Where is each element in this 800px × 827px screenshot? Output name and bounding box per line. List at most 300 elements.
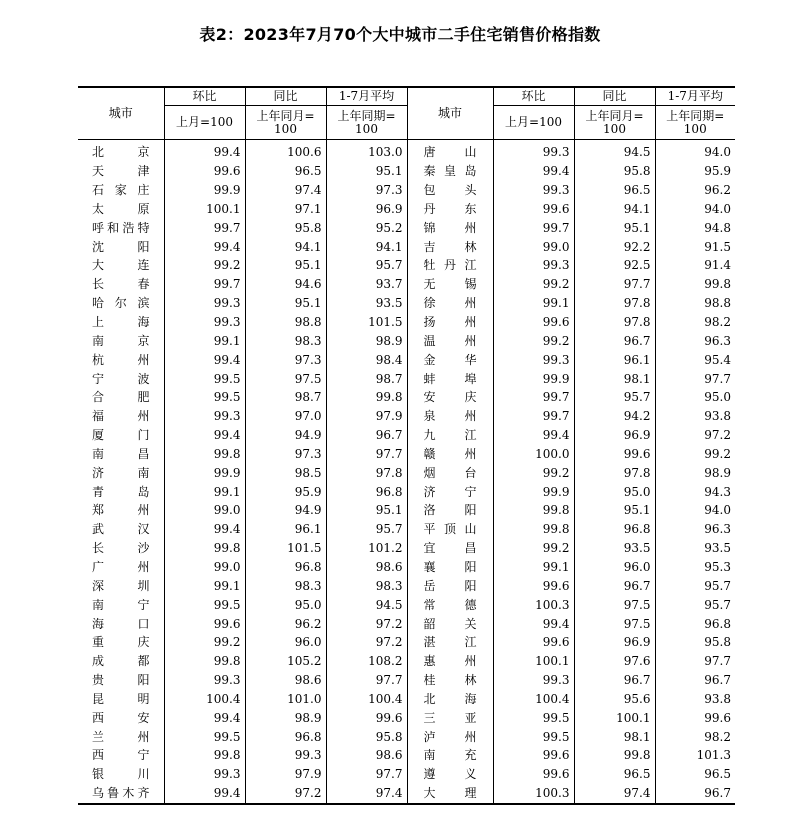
right-avg-cell: 95.0 xyxy=(655,388,735,407)
price-index-table xyxy=(78,86,735,805)
right-avg-cell: 93.8 xyxy=(655,689,735,708)
right-city-cell: 蚌埠 xyxy=(407,369,493,388)
left-yoy-cell: 95.8 xyxy=(245,218,326,237)
left-avg-cell: 95.2 xyxy=(326,218,407,237)
right-mom-cell: 99.2 xyxy=(493,331,574,350)
table-row xyxy=(78,388,735,407)
table-row xyxy=(78,558,735,577)
right-city-cell: 九江 xyxy=(407,426,493,445)
right-yoy-cell: 96.8 xyxy=(574,520,655,539)
left-avg-cell: 99.6 xyxy=(326,708,407,727)
right-mom-cell: 99.8 xyxy=(493,520,574,539)
right-yoy-cell: 96.7 xyxy=(574,576,655,595)
right-mom-cell: 99.4 xyxy=(493,614,574,633)
table-row xyxy=(78,746,735,765)
left-avg-cell: 96.9 xyxy=(326,200,407,219)
left-yoy-cell: 105.2 xyxy=(245,652,326,671)
left-city-cell: 南昌 xyxy=(92,446,150,461)
right-mom-cell: 99.4 xyxy=(493,426,574,445)
right-city-cell: 惠州 xyxy=(407,652,493,671)
right-yoy-cell: 95.6 xyxy=(574,689,655,708)
right-mom-cell: 99.6 xyxy=(493,576,574,595)
right-avg-cell: 93.8 xyxy=(655,407,735,426)
right-city-cell: 赣州 xyxy=(407,445,493,464)
right-mom-cell: 99.2 xyxy=(493,275,574,294)
left-avg-cell: 95.1 xyxy=(326,162,407,181)
right-mom-cell: 100.0 xyxy=(493,445,574,464)
right-avg-cell: 98.2 xyxy=(655,727,735,746)
left-yoy-cell: 96.0 xyxy=(245,633,326,652)
table-row xyxy=(78,671,735,690)
right-avg-cell: 97.7 xyxy=(655,652,735,671)
right-yoy-cell: 97.7 xyxy=(574,275,655,294)
left-city-cell: 宁波 xyxy=(92,371,150,386)
right-mom-cell: 99.8 xyxy=(493,501,574,520)
left-city-cell: 合肥 xyxy=(92,390,150,405)
left-city-cell: 西宁 xyxy=(92,748,150,763)
table-row xyxy=(78,765,735,784)
left-city-cell: 乌鲁木齐 xyxy=(78,784,164,804)
left-avg-cell: 97.3 xyxy=(326,181,407,200)
right-city-cell: 秦皇岛 xyxy=(407,162,493,181)
left-avg-cell: 97.9 xyxy=(326,407,407,426)
right-avg-cell: 96.5 xyxy=(655,765,735,784)
right-city-cell: 平顶山 xyxy=(407,520,493,539)
page-title: 表2：2023年7月70个大中城市二手住宅销售价格指数 xyxy=(199,25,601,44)
right-yoy-cell: 94.2 xyxy=(574,407,655,426)
yoy-header-left: 同比 xyxy=(245,87,326,106)
left-avg-cell: 97.7 xyxy=(326,671,407,690)
left-city-cell: 杭州 xyxy=(92,352,150,367)
right-city-cell: 宜昌 xyxy=(407,539,493,558)
table-row xyxy=(78,237,735,256)
left-avg-cell: 96.8 xyxy=(326,482,407,501)
avg-header-left: 1-7月平均 xyxy=(326,87,407,106)
right-yoy-cell: 97.8 xyxy=(574,463,655,482)
left-avg-cell: 95.1 xyxy=(326,501,407,520)
left-mom-cell: 99.4 xyxy=(164,708,245,727)
left-mom-cell: 99.5 xyxy=(164,727,245,746)
left-mom-cell: 99.1 xyxy=(164,482,245,501)
left-yoy-cell: 97.0 xyxy=(245,407,326,426)
left-city-cell: 广州 xyxy=(92,559,150,574)
right-city-cell: 徐州 xyxy=(407,294,493,313)
left-city-cell: 上海 xyxy=(92,315,150,330)
left-avg-cell: 95.7 xyxy=(326,256,407,275)
right-yoy-cell: 93.5 xyxy=(574,539,655,558)
right-avg-cell: 95.7 xyxy=(655,576,735,595)
avg-base-right xyxy=(655,106,735,140)
left-mom-cell: 99.9 xyxy=(164,181,245,200)
left-avg-cell: 97.8 xyxy=(326,463,407,482)
right-yoy-cell: 95.0 xyxy=(574,482,655,501)
left-yoy-cell: 96.1 xyxy=(245,520,326,539)
table-row xyxy=(78,708,735,727)
left-mom-cell: 99.1 xyxy=(164,331,245,350)
table-row xyxy=(78,784,735,804)
mom-base-left: 上月=100 xyxy=(164,106,245,140)
left-city-cell: 青岛 xyxy=(92,484,150,499)
left-avg-cell: 94.5 xyxy=(326,595,407,614)
table-row xyxy=(78,633,735,652)
right-yoy-cell: 95.8 xyxy=(574,162,655,181)
right-avg-cell: 96.8 xyxy=(655,614,735,633)
left-yoy-cell: 95.1 xyxy=(245,294,326,313)
table-row xyxy=(78,275,735,294)
right-avg-cell: 91.5 xyxy=(655,237,735,256)
right-city-cell: 金华 xyxy=(407,350,493,369)
right-avg-cell: 96.7 xyxy=(655,671,735,690)
right-avg-cell: 99.6 xyxy=(655,708,735,727)
left-yoy-cell: 97.3 xyxy=(245,445,326,464)
header-row-2 xyxy=(78,106,735,140)
left-avg-cell: 96.7 xyxy=(326,426,407,445)
left-yoy-cell: 95.1 xyxy=(245,256,326,275)
left-mom-cell: 99.7 xyxy=(164,275,245,294)
left-avg-cell: 97.2 xyxy=(326,633,407,652)
left-mom-cell: 99.4 xyxy=(164,237,245,256)
right-city-cell: 锦州 xyxy=(407,218,493,237)
left-avg-cell: 93.7 xyxy=(326,275,407,294)
right-yoy-cell: 96.0 xyxy=(574,558,655,577)
right-mom-cell: 99.9 xyxy=(493,482,574,501)
right-mom-cell: 99.5 xyxy=(493,727,574,746)
mom-header-left: 环比 xyxy=(164,87,245,106)
right-city-cell: 温州 xyxy=(407,331,493,350)
right-city-cell: 三亚 xyxy=(407,708,493,727)
right-mom-cell: 99.5 xyxy=(493,708,574,727)
left-city-cell: 银川 xyxy=(92,767,150,782)
table-row xyxy=(78,407,735,426)
right-avg-cell: 98.8 xyxy=(655,294,735,313)
right-city-cell: 常德 xyxy=(407,595,493,614)
right-yoy-cell: 99.8 xyxy=(574,746,655,765)
right-yoy-cell: 98.1 xyxy=(574,727,655,746)
left-avg-cell: 95.7 xyxy=(326,520,407,539)
left-city-cell: 长沙 xyxy=(92,541,150,556)
left-mom-cell: 99.1 xyxy=(164,576,245,595)
right-yoy-cell: 94.1 xyxy=(574,200,655,219)
right-avg-cell: 91.4 xyxy=(655,256,735,275)
left-yoy-cell: 98.3 xyxy=(245,331,326,350)
yoy-base-right xyxy=(574,106,655,140)
right-avg-cell: 99.2 xyxy=(655,445,735,464)
left-city-cell: 福州 xyxy=(92,409,150,424)
city-header-right: 城市 xyxy=(407,87,493,140)
avg-base-left xyxy=(326,106,407,140)
right-mom-cell: 99.7 xyxy=(493,388,574,407)
right-city-cell: 韶关 xyxy=(407,614,493,633)
left-city-cell: 济南 xyxy=(92,465,150,480)
right-mom-cell: 99.6 xyxy=(493,746,574,765)
right-yoy-cell: 95.7 xyxy=(574,388,655,407)
left-city-cell: 海口 xyxy=(92,616,150,631)
right-city-cell: 洛阳 xyxy=(407,501,493,520)
right-avg-cell: 97.2 xyxy=(655,426,735,445)
left-avg-cell: 98.6 xyxy=(326,558,407,577)
table-row xyxy=(78,520,735,539)
left-mom-cell: 100.1 xyxy=(164,200,245,219)
right-mom-cell: 99.1 xyxy=(493,294,574,313)
left-yoy-cell: 101.5 xyxy=(245,539,326,558)
right-city-cell: 泸州 xyxy=(407,727,493,746)
left-city-cell: 兰州 xyxy=(92,729,150,744)
left-yoy-cell: 94.9 xyxy=(245,426,326,445)
table-row xyxy=(78,576,735,595)
left-mom-cell: 99.3 xyxy=(164,671,245,690)
left-city-cell: 北京 xyxy=(92,145,150,160)
right-mom-cell: 99.7 xyxy=(493,407,574,426)
table-row xyxy=(78,614,735,633)
left-city-cell: 深圳 xyxy=(92,578,150,593)
right-city-cell: 大理 xyxy=(407,784,493,804)
table-row xyxy=(78,256,735,275)
city-header-left: 城市 xyxy=(78,87,164,140)
left-mom-cell: 99.8 xyxy=(164,539,245,558)
right-city-cell: 遵义 xyxy=(407,765,493,784)
right-avg-cell: 94.8 xyxy=(655,218,735,237)
table-row xyxy=(78,595,735,614)
avg-header-right: 1-7月平均 xyxy=(655,87,735,106)
right-avg-cell: 95.4 xyxy=(655,350,735,369)
left-mom-cell: 99.9 xyxy=(164,463,245,482)
header-row-1 xyxy=(78,87,735,106)
table-row xyxy=(78,294,735,313)
left-avg-cell: 103.0 xyxy=(326,140,407,162)
table-row xyxy=(78,218,735,237)
right-yoy-cell: 97.4 xyxy=(574,784,655,804)
left-avg-cell: 108.2 xyxy=(326,652,407,671)
left-avg-cell: 95.8 xyxy=(326,727,407,746)
left-mom-cell: 100.4 xyxy=(164,689,245,708)
right-avg-cell: 96.2 xyxy=(655,181,735,200)
right-avg-cell: 95.3 xyxy=(655,558,735,577)
table-row xyxy=(78,652,735,671)
left-mom-cell: 99.4 xyxy=(164,426,245,445)
table-row xyxy=(78,727,735,746)
right-city-cell: 北海 xyxy=(407,689,493,708)
right-avg-cell: 101.3 xyxy=(655,746,735,765)
left-city-cell: 厦门 xyxy=(92,428,150,443)
right-yoy-cell: 97.8 xyxy=(574,294,655,313)
table-row xyxy=(78,181,735,200)
right-avg-cell: 94.3 xyxy=(655,482,735,501)
left-yoy-cell: 99.3 xyxy=(245,746,326,765)
left-avg-cell: 101.2 xyxy=(326,539,407,558)
left-city-cell: 武汉 xyxy=(92,522,150,537)
left-city-cell: 郑州 xyxy=(92,503,150,518)
right-mom-cell: 99.7 xyxy=(493,218,574,237)
left-mom-cell: 99.5 xyxy=(164,595,245,614)
right-yoy-cell: 97.5 xyxy=(574,595,655,614)
right-yoy-cell: 100.1 xyxy=(574,708,655,727)
left-mom-cell: 99.2 xyxy=(164,256,245,275)
left-city-cell: 沈阳 xyxy=(92,239,150,254)
right-mom-cell: 99.6 xyxy=(493,765,574,784)
left-city-cell: 天津 xyxy=(92,164,150,179)
left-avg-cell: 100.4 xyxy=(326,689,407,708)
left-yoy-cell: 96.8 xyxy=(245,558,326,577)
left-mom-cell: 99.5 xyxy=(164,369,245,388)
table-row xyxy=(78,501,735,520)
avg-base-right-text: 上年同期=100 xyxy=(666,108,725,136)
left-yoy-cell: 94.9 xyxy=(245,501,326,520)
left-mom-cell: 99.4 xyxy=(164,350,245,369)
right-avg-cell: 94.0 xyxy=(655,140,735,162)
left-city-cell: 呼和浩特 xyxy=(92,220,150,235)
left-avg-cell: 97.4 xyxy=(326,784,407,804)
left-mom-cell: 99.7 xyxy=(164,218,245,237)
right-yoy-cell: 96.7 xyxy=(574,671,655,690)
right-avg-cell: 96.7 xyxy=(655,784,735,804)
right-city-cell: 烟台 xyxy=(407,463,493,482)
left-mom-cell: 99.6 xyxy=(164,614,245,633)
left-city-cell: 重庆 xyxy=(92,635,150,650)
right-city-cell: 安庆 xyxy=(407,388,493,407)
table-row xyxy=(78,331,735,350)
left-yoy-cell: 96.5 xyxy=(245,162,326,181)
left-avg-cell: 98.7 xyxy=(326,369,407,388)
left-city-cell: 成都 xyxy=(92,654,150,669)
right-avg-cell: 96.3 xyxy=(655,520,735,539)
right-mom-cell: 99.3 xyxy=(493,350,574,369)
left-mom-cell: 99.8 xyxy=(164,652,245,671)
right-city-cell: 南充 xyxy=(407,746,493,765)
right-mom-cell: 99.6 xyxy=(493,313,574,332)
right-yoy-cell: 96.5 xyxy=(574,765,655,784)
left-city-cell: 贵阳 xyxy=(92,673,150,688)
right-yoy-cell: 96.7 xyxy=(574,331,655,350)
left-avg-cell: 98.9 xyxy=(326,331,407,350)
right-yoy-cell: 94.5 xyxy=(574,140,655,162)
left-mom-cell: 99.2 xyxy=(164,633,245,652)
right-mom-cell: 100.4 xyxy=(493,689,574,708)
right-mom-cell: 99.6 xyxy=(493,200,574,219)
right-mom-cell: 99.1 xyxy=(493,558,574,577)
right-yoy-cell: 96.5 xyxy=(574,181,655,200)
left-yoy-cell: 96.2 xyxy=(245,614,326,633)
left-city-cell: 南京 xyxy=(92,333,150,348)
table-row xyxy=(78,689,735,708)
left-mom-cell: 99.8 xyxy=(164,746,245,765)
right-mom-cell: 99.2 xyxy=(493,463,574,482)
left-avg-cell: 97.7 xyxy=(326,765,407,784)
right-city-cell: 扬州 xyxy=(407,313,493,332)
left-yoy-cell: 97.4 xyxy=(245,181,326,200)
left-mom-cell: 99.3 xyxy=(164,294,245,313)
left-yoy-cell: 100.6 xyxy=(245,140,326,162)
left-mom-cell: 99.4 xyxy=(164,140,245,162)
right-city-cell: 包头 xyxy=(407,181,493,200)
yoy-base-left xyxy=(245,106,326,140)
avg-base-left-text: 上年同期=100 xyxy=(337,108,396,136)
left-mom-cell: 99.4 xyxy=(164,784,245,804)
right-yoy-cell: 97.5 xyxy=(574,614,655,633)
left-city-cell: 大连 xyxy=(92,258,150,273)
right-mom-cell: 99.3 xyxy=(493,140,574,162)
left-avg-cell: 93.5 xyxy=(326,294,407,313)
left-mom-cell: 99.3 xyxy=(164,765,245,784)
table-row xyxy=(78,539,735,558)
right-yoy-cell: 96.9 xyxy=(574,426,655,445)
table-row xyxy=(78,162,735,181)
left-yoy-cell: 97.1 xyxy=(245,200,326,219)
yoy-base-right-text: 上年同月=100 xyxy=(585,108,644,136)
right-avg-cell: 98.2 xyxy=(655,313,735,332)
right-avg-cell: 95.8 xyxy=(655,633,735,652)
right-mom-cell: 99.3 xyxy=(493,256,574,275)
mom-base-right: 上月=100 xyxy=(493,106,574,140)
right-city-cell: 济宁 xyxy=(407,482,493,501)
right-mom-cell: 99.2 xyxy=(493,539,574,558)
left-city-cell: 石家庄 xyxy=(92,183,150,198)
right-avg-cell: 98.9 xyxy=(655,463,735,482)
right-city-cell: 桂林 xyxy=(407,671,493,690)
right-mom-cell: 99.4 xyxy=(493,162,574,181)
left-city-cell: 南宁 xyxy=(92,597,150,612)
table-row xyxy=(78,463,735,482)
right-avg-cell: 94.0 xyxy=(655,200,735,219)
right-mom-cell: 99.0 xyxy=(493,237,574,256)
left-city-cell: 昆明 xyxy=(92,691,150,706)
right-yoy-cell: 95.1 xyxy=(574,218,655,237)
left-mom-cell: 99.8 xyxy=(164,445,245,464)
left-city-cell: 太原 xyxy=(92,201,150,216)
right-yoy-cell: 96.9 xyxy=(574,633,655,652)
right-yoy-cell: 96.1 xyxy=(574,350,655,369)
yoy-header-right: 同比 xyxy=(574,87,655,106)
left-yoy-cell: 98.3 xyxy=(245,576,326,595)
right-yoy-cell: 92.2 xyxy=(574,237,655,256)
right-yoy-cell: 97.8 xyxy=(574,313,655,332)
yoy-base-left-text: 上年同月=100 xyxy=(256,108,315,136)
right-city-cell: 岳阳 xyxy=(407,576,493,595)
right-avg-cell: 95.9 xyxy=(655,162,735,181)
left-avg-cell: 99.8 xyxy=(326,388,407,407)
left-city-cell: 长春 xyxy=(92,277,150,292)
right-city-cell: 无锡 xyxy=(407,275,493,294)
right-mom-cell: 100.3 xyxy=(493,595,574,614)
left-mom-cell: 99.6 xyxy=(164,162,245,181)
right-yoy-cell: 92.5 xyxy=(574,256,655,275)
left-yoy-cell: 94.1 xyxy=(245,237,326,256)
left-yoy-cell: 95.0 xyxy=(245,595,326,614)
table-row xyxy=(78,350,735,369)
right-city-cell: 泉州 xyxy=(407,407,493,426)
left-yoy-cell: 98.5 xyxy=(245,463,326,482)
right-city-cell: 吉林 xyxy=(407,237,493,256)
mom-header-right: 环比 xyxy=(493,87,574,106)
left-yoy-cell: 98.9 xyxy=(245,708,326,727)
left-mom-cell: 99.4 xyxy=(164,520,245,539)
left-mom-cell: 99.3 xyxy=(164,313,245,332)
left-yoy-cell: 97.9 xyxy=(245,765,326,784)
table-row xyxy=(78,445,735,464)
left-yoy-cell: 97.2 xyxy=(245,784,326,804)
left-yoy-cell: 95.9 xyxy=(245,482,326,501)
left-mom-cell: 99.0 xyxy=(164,501,245,520)
table-row xyxy=(78,140,735,162)
left-yoy-cell: 98.8 xyxy=(245,313,326,332)
left-city-cell: 哈尔滨 xyxy=(92,296,150,311)
left-city-cell: 西安 xyxy=(92,710,150,725)
right-yoy-cell: 98.1 xyxy=(574,369,655,388)
table-body xyxy=(78,140,735,804)
left-yoy-cell: 98.6 xyxy=(245,671,326,690)
right-yoy-cell: 99.6 xyxy=(574,445,655,464)
right-city-cell: 丹东 xyxy=(407,200,493,219)
table-row xyxy=(78,313,735,332)
